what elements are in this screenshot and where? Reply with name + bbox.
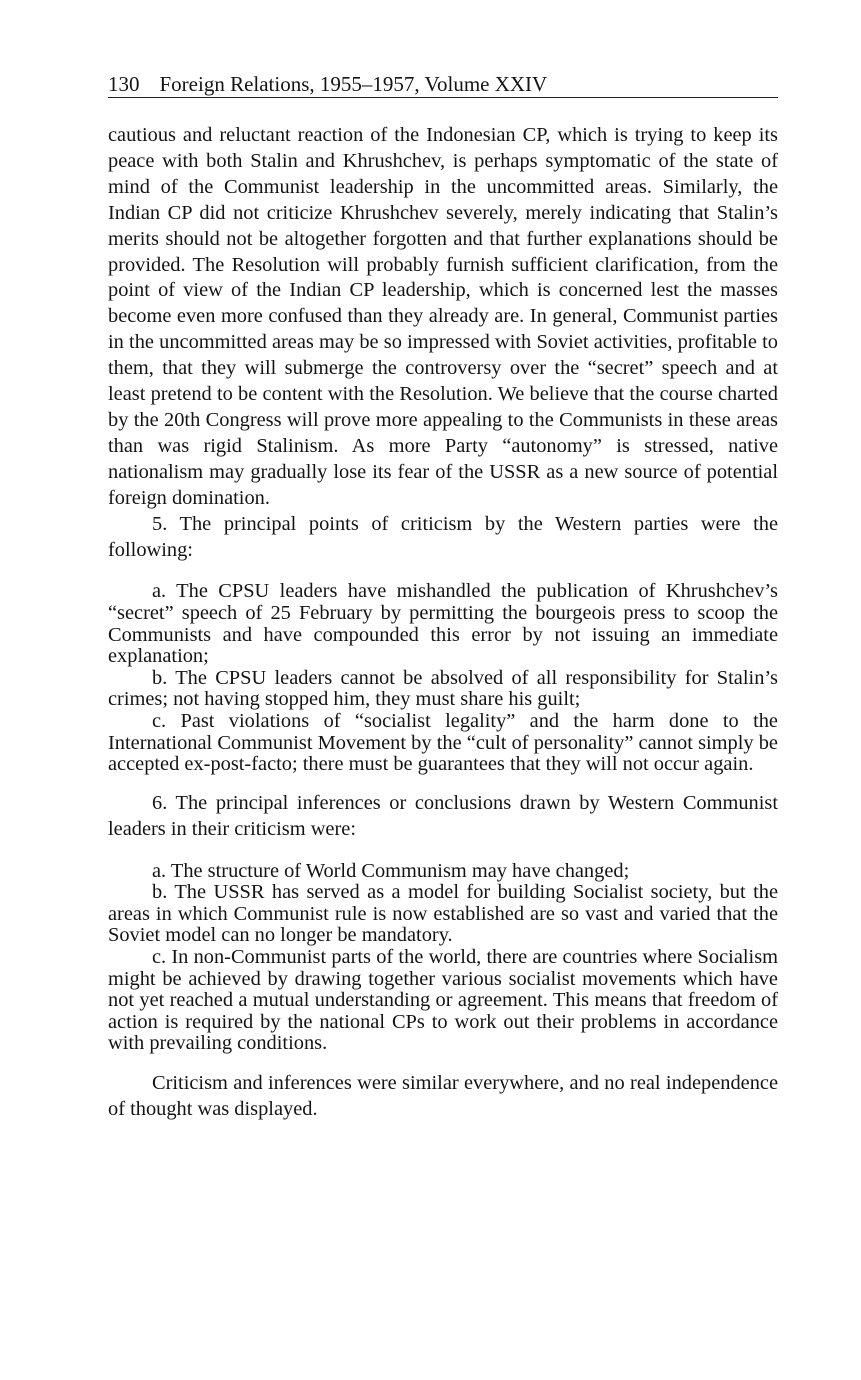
criticism-item-b: b. The CPSU leaders cannot be absolved of all responsibility for Stalin’s crimes; not having stopped him, they must share his guilt; <box>108 666 778 711</box>
running-header <box>108 72 778 98</box>
inference-item-b: b. The USSR has served as a model for building Socialist society, but the areas in which Communist rule is now established are so vast and varied that the Soviet model can no longer be mandatory. <box>108 881 778 947</box>
page-number: 130 <box>108 72 140 96</box>
body-text <box>108 123 778 563</box>
inference-item-c: c. In non-Communist parts of the world, there are countries where Socialism might be achieved by drawing together various socialist movements which have not yet reached a mutual understanding or agreement. This means that freedom of action is required by the national CPs to work out their problems in accordance with prevailing conditions. <box>108 945 778 1055</box>
inference-item-a: a. The structure of World Communism may have changed; <box>152 859 630 882</box>
criticism-list <box>108 581 778 775</box>
inference-list <box>108 861 778 1055</box>
paragraph-5: 5. The principal points of criticism by the Western parties were the following: <box>108 512 778 561</box>
criticism-item-a: a. The CPSU leaders have mishandled the publication of Khrushchev’s “secret” speech of 25 February by permitting the bourgeois press to scoop the Communists and have compounded this error by not issuing an immediate explanation; <box>108 580 778 668</box>
closing-paragraph: Criticism and inferences were similar everywhere, and no real independence of thought was displayed. <box>108 1071 778 1120</box>
body-text-final <box>108 1071 778 1123</box>
paragraph-6: 6. The principal inferences or conclusions drawn by Western Communist leaders in their criticism were: <box>108 791 778 840</box>
criticism-item-c: c. Past violations of “socialist legality” and the harm done to the International Communist Movement by the “cult of personality” cannot simply be accepted ex-post-facto; there must be guarantees that they will not occur again. <box>108 709 778 776</box>
document-page <box>108 72 778 1123</box>
volume-title: Foreign Relations, 1955–1957, Volume XXIV <box>159 72 548 96</box>
paragraph-continued: cautious and reluctant reaction of the Indonesian CP, which is trying to keep its peace with both Stalin and Khrushchev, is perhaps symptomatic of the state of mind of the Communist leadership in the uncommitted areas. Similarly, the Indian CP did not criticize Khrushchev severely, merely indicating that Stalin’s merits should not be altogether forgotten and that further explanations should be provided. The Resolution will probably furnish sufficient clarification, from the point of view of the Indian CP leadership, which is concerned lest the masses become even more confused than they already are. In general, Communist parties in the uncommitted areas may be so impressed with Soviet activities, profitable to them, that they will submerge the controversy over the “secret” speech and at least pretend to be content with the Resolution. We believe that the course charted by the 20th Congress will prove more appealing to the Communists in these areas than was rigid Stalinism. As more Party “autonomy” is stressed, native nationalism may gradually lose its fear of the USSR as a new source of potential foreign domination. <box>108 124 778 509</box>
body-text-6 <box>108 791 778 843</box>
